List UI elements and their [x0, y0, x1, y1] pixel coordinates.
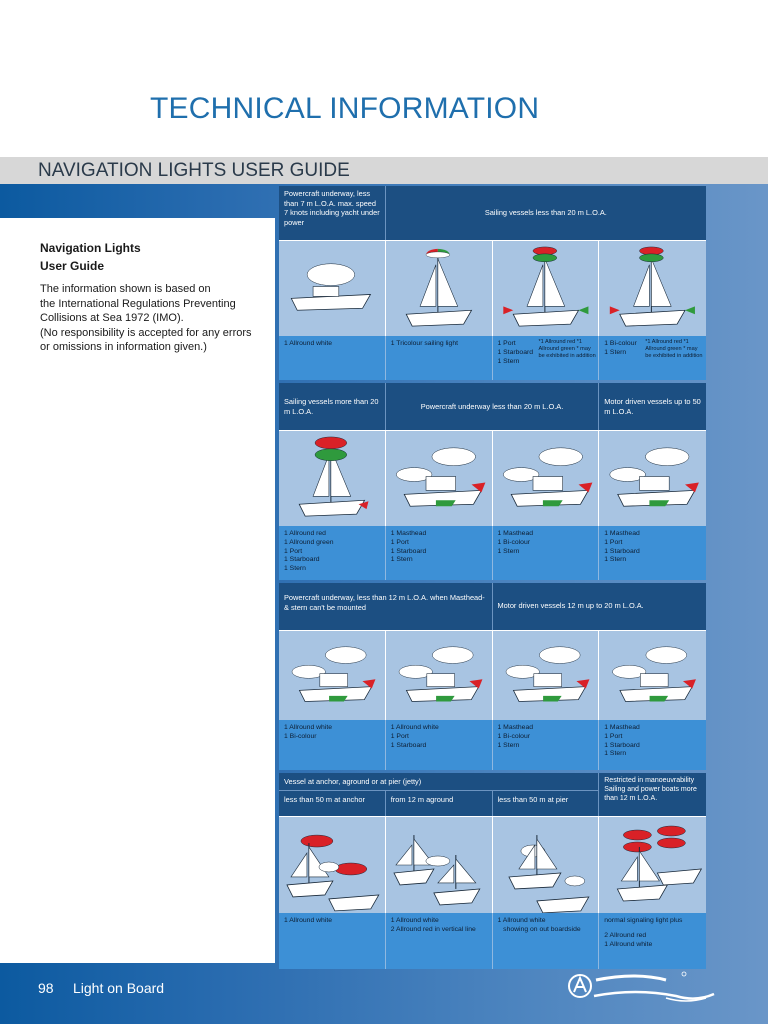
boat-illustration — [599, 816, 706, 913]
illustration-row — [279, 430, 706, 526]
footer-label: Light on Board — [73, 980, 165, 996]
boat-illustration — [386, 630, 493, 720]
light-item: 1 Starboard — [284, 556, 320, 564]
light-item: 1 Masthead — [604, 724, 640, 731]
page-number: 98 — [38, 980, 54, 996]
lights-cell — [279, 526, 386, 580]
light-item: showing on out boardside — [497, 925, 581, 933]
boat-illustration — [279, 240, 386, 336]
side-heading — [40, 239, 240, 275]
light-item: 1 Masthead — [497, 530, 534, 537]
boat-illustration — [493, 630, 600, 720]
light-item: 1 Bi-colour — [604, 340, 637, 347]
boat-illustration — [599, 240, 706, 336]
section-header: Sailing vessels less than 20 m L.O.A. — [484, 208, 607, 218]
light-item: 1 Starboard — [604, 741, 640, 749]
footnote: *1 Allround red *1 Allround green * may be exhibited in addition — [645, 339, 703, 359]
boat-illustration — [599, 630, 706, 720]
light-item: 1 Bi-colour — [497, 538, 530, 546]
aqua-signal-logo — [566, 968, 716, 1008]
lights-cell — [599, 336, 706, 380]
boat-illustration — [493, 430, 600, 526]
boat-illustration — [386, 240, 493, 336]
section-header-row — [279, 773, 706, 816]
footnote: *1 Allround red *1 Allround green * may be exhibited in addition — [538, 339, 596, 359]
light-item: 1 Stern — [604, 556, 627, 564]
subheader-row — [279, 791, 598, 816]
lights-row — [279, 913, 706, 969]
subheader: less than 50 m at pier — [497, 795, 569, 804]
light-item: 1 Stern — [284, 565, 306, 573]
section-header: Motor driven vessels up to 50 m L.O.A. — [604, 397, 701, 416]
light-item: 1 Starboard — [390, 741, 427, 749]
side-heading-line: Navigation Lights — [40, 241, 141, 255]
boat-illustration — [279, 816, 386, 913]
light-item: 1 Stern — [497, 357, 520, 365]
section-header: Restricted in manoeuvrability Sailing and power boats more than 12 m L.O.A. — [604, 777, 697, 802]
section-header: Vessel at anchor, aground or at pier (jetty) — [279, 773, 598, 791]
boat-illustration — [386, 430, 493, 526]
light-item: 1 Masthead — [497, 724, 534, 731]
side-text-line: or omissions in information given.) — [40, 341, 207, 353]
section-header: Powercraft underway less than 20 m L.O.A. — [386, 383, 600, 430]
light-item: 1 Port — [604, 538, 623, 546]
light-item: 1 Stern — [497, 547, 520, 555]
light-item: 1 Masthead — [390, 530, 427, 537]
section-header-row — [279, 383, 706, 430]
boat-illustration — [279, 630, 386, 720]
light-item: 1 Allround white — [604, 940, 653, 948]
light-item: 1 Port — [604, 732, 623, 740]
light-item: 1 Starboard — [497, 348, 534, 356]
light-item: 2 Allround red — [604, 931, 647, 939]
section-header: Powercraft underway, less than 12 m L.O.A. when Masthead- & stern can't be mounted — [279, 583, 493, 630]
subheader: from 12 m aground — [386, 791, 493, 816]
lights-cell — [279, 720, 386, 770]
lights-cell — [493, 913, 600, 969]
section-header-row — [279, 186, 706, 240]
light-item: 1 Allround white — [284, 340, 332, 347]
light-item: 2 Allround red in vertical line — [390, 925, 476, 933]
boat-illustration — [279, 430, 386, 526]
lights-cell — [279, 336, 386, 380]
side-panel — [0, 218, 275, 963]
illustration-row — [279, 630, 706, 720]
light-item: 1 Port — [497, 340, 516, 347]
side-text-line: the International Regulations Preventing — [40, 297, 236, 310]
light-item: 1 Port — [390, 538, 409, 546]
boat-illustration — [599, 430, 706, 526]
anchor-header-group — [279, 773, 599, 816]
side-text-line: Collisions at Sea 1972 (IMO). — [40, 312, 184, 324]
light-item: 1 Allround white — [284, 917, 332, 924]
boat-illustration — [386, 816, 493, 913]
lights-row — [279, 720, 706, 770]
boat-illustration — [493, 240, 600, 336]
light-item: 1 Port — [390, 732, 409, 740]
lights-cell — [386, 336, 493, 380]
illustration-row — [279, 816, 706, 913]
section-header: Motor driven vessels 12 m up to 20 m L.O.A. — [497, 601, 644, 610]
illustration-row — [279, 240, 706, 336]
light-item: 1 Port — [284, 547, 303, 555]
page-subtitle: NAVIGATION LIGHTS USER GUIDE — [38, 160, 350, 181]
lights-cell — [493, 526, 600, 580]
light-item: 1 Bi-colour — [497, 732, 530, 740]
light-item: 1 Allround green — [284, 538, 334, 546]
page-title: TECHNICAL INFORMATION — [150, 92, 540, 125]
subtitle-band — [0, 157, 768, 184]
lights-cell — [599, 913, 706, 969]
light-item: 1 Allround white — [390, 917, 439, 924]
light-item: 1 Starboard — [604, 547, 640, 555]
light-item: 1 Stern — [604, 750, 627, 758]
section-header: Powercraft underway, less than 7 m L.O.A. max. speed 7 knots including yacht under power — [279, 186, 386, 240]
light-item: 1 Allround white — [497, 917, 546, 924]
light-item: 1 Masthead — [604, 530, 640, 537]
light-item: 1 Starboard — [390, 547, 427, 555]
lights-cell — [493, 336, 600, 380]
section-header-row — [279, 583, 706, 630]
light-item: 1 Allround white — [390, 724, 439, 731]
light-item: 1 Stern — [604, 348, 627, 356]
subheader: less than 50 m at anchor — [279, 791, 386, 816]
lights-row — [279, 526, 706, 580]
section-header: Sailing vessels more than 20 m L.O.A. — [279, 383, 386, 430]
side-text-line: (No responsibility is accepted for any errors — [40, 326, 252, 339]
lights-grid — [279, 186, 706, 972]
light-item: 1 Stern — [497, 741, 520, 749]
light-item: normal signaling light plus — [604, 917, 683, 924]
light-item: 1 Bi-colour — [284, 732, 317, 740]
side-description — [40, 282, 270, 355]
boat-illustration — [493, 816, 600, 913]
light-item: 1 Allround red — [284, 530, 326, 537]
lights-row — [279, 336, 706, 380]
side-text-line: The information shown is based on — [40, 283, 211, 295]
lights-cell — [386, 720, 493, 770]
light-item: 1 Stern — [390, 556, 413, 564]
side-heading-line: User Guide — [40, 259, 105, 273]
lights-cell — [599, 720, 706, 770]
light-item: 1 Allround white — [284, 724, 332, 731]
lights-cell — [599, 526, 706, 580]
lights-cell — [386, 913, 493, 969]
lights-cell — [279, 913, 386, 969]
lights-cell — [386, 526, 493, 580]
lights-cell — [493, 720, 600, 770]
light-item: 1 Tricolour sailing light — [390, 340, 458, 347]
